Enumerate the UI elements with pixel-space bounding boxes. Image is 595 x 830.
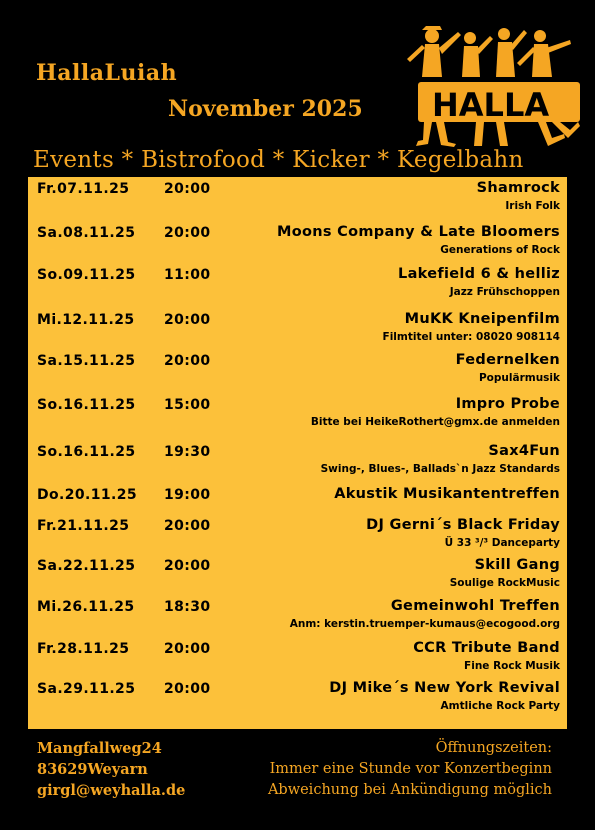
event-date: Sa.08.11.25	[37, 225, 136, 241]
event-subtitle: Anm: kerstin.truemper-kumaus@ecogood.org	[289, 618, 560, 630]
event-subtitle: Swing-, Blues-, Ballads`n Jazz Standards	[320, 463, 560, 475]
address-city: 83629Weyarn	[37, 761, 148, 778]
event-date: So.16.11.25	[37, 397, 136, 413]
event-title: Moons Company & Late Bloomers	[277, 224, 560, 240]
event-subtitle: Jazz Frühschoppen	[449, 286, 560, 298]
address-email[interactable]: girgl@weyhalla.de	[37, 782, 186, 799]
event-title: Gemeinwohl Treffen	[390, 598, 560, 614]
event-time: 20:00	[164, 312, 211, 328]
event-time: 20:00	[164, 181, 211, 197]
opening-hours-line: Abweichung bei Ankündigung möglich	[267, 782, 552, 798]
event-date: Fr.28.11.25	[37, 641, 130, 657]
event-title: Lakefield 6 & helliz	[398, 266, 560, 282]
event-row	[28, 177, 567, 217]
event-date: Mi.12.11.25	[37, 312, 135, 328]
opening-hours-line: Immer eine Stunde vor Konzertbeginn	[269, 761, 552, 777]
event-subtitle: Amtliche Rock Party	[440, 700, 560, 712]
event-time: 20:00	[164, 558, 211, 574]
event-time: 20:00	[164, 225, 211, 241]
event-date: Sa.29.11.25	[37, 681, 136, 697]
event-row	[28, 554, 567, 594]
event-time: 20:00	[164, 681, 211, 697]
event-subtitle: Generations of Rock	[440, 244, 560, 256]
address-street: Mangfallweg24	[37, 740, 162, 757]
logo-small-text: wey	[406, 95, 417, 118]
event-subtitle: Populärmusik	[478, 372, 560, 384]
event-row	[28, 393, 567, 433]
event-row	[28, 221, 567, 261]
event-subtitle: Filmtitel unter: 08020 908114	[382, 331, 560, 343]
event-title: Skill Gang	[474, 557, 560, 573]
event-date: Fr.07.11.25	[37, 181, 130, 197]
event-title: Akustik Musikantentreffen	[334, 486, 560, 502]
weyhalla-logo	[392, 22, 582, 150]
event-time: 11:00	[164, 267, 211, 283]
event-time: 20:00	[164, 518, 211, 534]
event-subtitle: Soulige RockMusic	[449, 577, 560, 589]
event-date: So.16.11.25	[37, 444, 136, 460]
event-row	[28, 349, 567, 389]
event-title: Shamrock	[476, 180, 560, 196]
logo-big-text: HALLA	[432, 86, 550, 124]
event-date: Do.20.11.25	[37, 487, 138, 503]
event-subtitle: Bitte bei HeikeRothert@gmx.de anmelden	[310, 416, 560, 428]
event-row	[28, 263, 567, 303]
month-heading: November 2025	[168, 96, 363, 122]
event-date: So.09.11.25	[37, 267, 136, 283]
event-date: Mi.26.11.25	[37, 599, 135, 615]
event-time: 19:00	[164, 487, 211, 503]
event-time: 20:00	[164, 641, 211, 657]
event-row	[28, 440, 567, 480]
event-date: Fr.21.11.25	[37, 518, 130, 534]
event-time: 15:00	[164, 397, 211, 413]
event-title: CCR Tribute Band	[413, 640, 560, 656]
opening-hours-block	[222, 738, 552, 801]
event-time: 20:00	[164, 353, 211, 369]
event-row	[28, 677, 567, 717]
event-time: 18:30	[164, 599, 211, 615]
event-date: Sa.15.11.25	[37, 353, 136, 369]
tagline: Events * Bistrofood * Kicker * Kegelbahn	[33, 147, 524, 173]
event-subtitle: Fine Rock Musik	[464, 660, 560, 672]
event-title: DJ Mike´s New York Revival	[329, 680, 560, 696]
event-list	[28, 177, 567, 729]
event-title: DJ Gerni´s Black Friday	[366, 517, 560, 533]
event-title: Federnelken	[455, 352, 560, 368]
event-title: Impro Probe	[455, 396, 560, 412]
event-row	[28, 595, 567, 635]
event-title: Sax4Fun	[488, 443, 560, 459]
event-time: 19:30	[164, 444, 211, 460]
opening-hours-heading: Öffnungszeiten:	[435, 740, 552, 756]
venue-title: HallaLuiah	[36, 60, 178, 86]
event-row	[28, 514, 567, 554]
event-date: Sa.22.11.25	[37, 558, 136, 574]
event-title: MuKK Kneipenfilm	[404, 311, 560, 327]
address-block	[37, 738, 185, 801]
event-row	[28, 308, 567, 348]
event-row	[28, 637, 567, 677]
event-subtitle: Ü 33 ³/³ Danceparty	[444, 537, 560, 549]
event-subtitle: Irish Folk	[505, 200, 560, 212]
